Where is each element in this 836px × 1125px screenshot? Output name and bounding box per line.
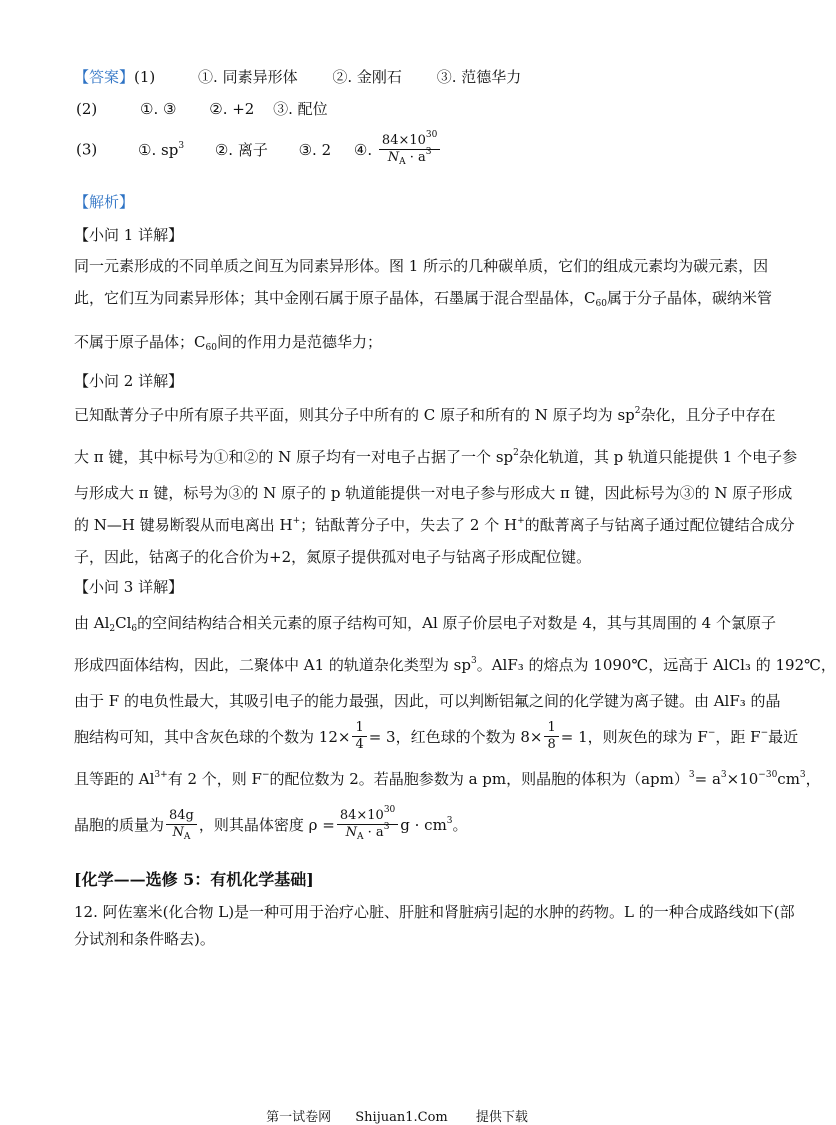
answer-q3-b: ②. 离子: [214, 141, 268, 159]
paragraph-2-line-4: 的 N—H 键易断裂从而电离出 H+；钴酞菁分子中，失去了 2 个 H+的酞菁离子与钴离子通过配位键结合成分: [74, 516, 795, 534]
subquestion-1-heading: 【小问 1 详解】: [74, 226, 184, 244]
paragraph-3-line-5: 且等距的 $Al^{3+}$有 2 个，则 F−的配位数为 2。若晶胞参数为 a pm，则晶胞的体积为$(apm)^3= a^3\times 10^{-30}cm^3$，: [74, 770, 821, 788]
answer-q3-number: (3): [76, 140, 98, 159]
answer-row-3: [76, 130, 442, 167]
answer-q1-a: ①. 同素异形体: [198, 68, 298, 86]
paragraph-3-line-4: 胞结构可知，其中含灰色球的个数为 12× $\frac{1}{4}$ = 3，红色球的个数为 8× $\frac{1}{8}$ = 1，则灰色的球为 F−，距 F−最近: [74, 720, 799, 752]
fraction-one-quarter: $\frac{1}{4}$: [352, 720, 366, 753]
fraction-denominator: $N_A \cdot a^3$: [387, 147, 432, 167]
fraction-cell-mass: $\frac{84g}{N_A}$: [166, 808, 197, 841]
answer-q2-a: ①. ③: [140, 100, 177, 118]
answer-q3-d-label: ④.: [353, 140, 373, 159]
footer-site: 第一试卷网: [266, 1110, 332, 1125]
answer-q3-c: ③. 2: [298, 140, 332, 159]
fraction-density: $\frac{84\times 10^{30}}{N_A \cdot a^3}$: [337, 808, 398, 841]
answer-q1-number: (1): [134, 68, 156, 86]
fraction-one-eighth: $\frac{1}{8}$: [544, 720, 558, 753]
answer-q1-c: ③. 范德华力: [436, 68, 522, 86]
footer-domain: Shijuan1.Com: [355, 1110, 448, 1125]
answer-q1-b: ②. 金刚石: [332, 68, 402, 86]
answer-q3-d-fraction: [379, 130, 440, 167]
paragraph-2-line-3: 与形成大 π 键，标号为③的 N 原子的 p 轨道能提供一对电子参与形成大 π 键，因此标号为③的 N 原子形成: [74, 484, 793, 502]
paragraph-1-line-3: 不属于原子晶体；$C_{60}$间的作用力是范德华力；: [74, 333, 382, 353]
section-title: [化学——选修 5：有机化学基础]: [74, 870, 314, 889]
paragraph-1-line-2: 此，它们互为同素异形体；其中金刚石属于原子晶体，石墨属于混合型晶体，$C_{60}$属于分子晶体，碳纳米管: [74, 289, 772, 309]
fraction-numerator: $84\times 10^{30}$: [379, 133, 440, 150]
answer-q2-b: ②. +2: [209, 100, 255, 118]
paragraph-3-line-3: 由于 F 的电负性最大，其吸引电子的能力最强，因此，可以判断铝氟之间的化学键为离子键。由 AlF₃ 的晶: [74, 692, 781, 710]
answer-row-2: [76, 100, 328, 118]
paragraph-3-line-6: 晶胞的质量为 $\frac{84g}{N_A}$ ，则其晶体密度 ρ = $\frac{84\times 10^{30}}{N_A \cdot a^3}$ $g \cdot cm^3$。: [74, 805, 468, 842]
question-12-line-1: 12. 阿佐塞米(化合物 L)是一种可用于治疗心脏、肝脏和肾脏病引起的水肿的药物。L 的一种合成路线如下(部: [74, 903, 795, 921]
paragraph-1-line-1: 同一元素形成的不同单质之间互为同素异形体。图 1 所示的几种碳单质，它们的组成元素均为碳元素，因: [74, 257, 769, 275]
answer-label: 【答案】: [74, 68, 135, 86]
analysis-label: 【解析】: [74, 193, 135, 211]
answer-q3-a: ①. $sp^3$: [138, 140, 185, 159]
answer-row-1: [74, 68, 521, 86]
paragraph-3-line-2: 形成四面体结构，因此，二聚体中 A1 的轨道杂化类型为 $sp^3$。AlF₃ 的熔点为 1090℃，远高于 AlCl₃ 的 192℃，: [74, 656, 836, 674]
answer-q2-c: ③. 配位: [273, 100, 328, 118]
paragraph-2-line-5: 子，因此，钴离子的化合价为+2，氮原子提供孤对电子与钴离子形成配位键。: [74, 548, 592, 566]
answer-q2-number: (2): [76, 100, 98, 118]
paragraph-2-line-2: 大 π 键，其中标号为①和②的 N 原子均有一对电子占据了一个 $sp^2$杂化轨道，其 p 轨道只能提供 1 个电子参: [74, 448, 798, 466]
question-12-line-2: 分试剂和条件略去)。: [74, 930, 215, 948]
page-footer: [0, 1106, 794, 1125]
subquestion-3-heading: 【小问 3 详解】: [74, 578, 184, 596]
subquestion-2-heading: 【小问 2 详解】: [74, 372, 184, 390]
footer-note: 提供下载: [475, 1110, 528, 1125]
paragraph-2-line-1: 已知酞菁分子中所有原子共平面，则其分子中所有的 C 原子和所有的 N 原子均为 $sp^2$杂化，且分子中存在: [74, 406, 776, 424]
paragraph-3-line-1: 由 $Al_2Cl_6$的空间结构结合相关元素的原子结构可知，Al 原子价层电子对数是 4，其与其周围的 4 个氯原子: [74, 614, 776, 634]
